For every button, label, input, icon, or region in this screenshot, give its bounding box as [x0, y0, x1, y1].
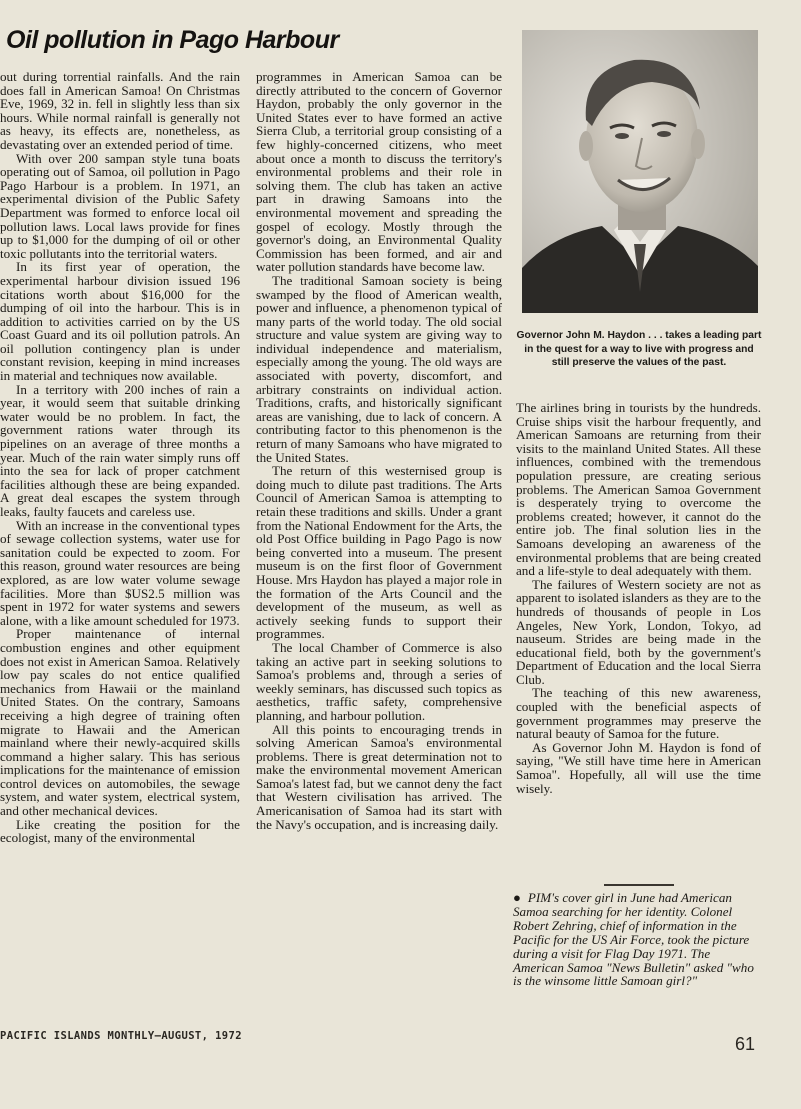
- portrait-photo-icon: [522, 30, 758, 313]
- portrait-photo: [522, 30, 758, 313]
- paragraph: The teaching of this new awareness, coupled with the beneficial aspects of government programmes may preserve the natural beauty of Samoa for the future.: [516, 685, 761, 742]
- page-number: 61: [735, 1034, 756, 1054]
- paragraph: The traditional Samoan society is being swamped by the flood of American wealth, power and influence, a phenomenon typical of many parts of the world today. The old social structure and value system are giving way to individual independence and materialism, especially among the young. The old ways are associated with poverty, discomfort, and arbitrary constraints on individual action. Traditions, crafts, and historically significant areas are vanishing, due to lack of concern. A contributing factor to this phenomenon is the return of many Samoans who have migrated to the United States.: [256, 272, 502, 465]
- paragraph: Like creating the position for the ecologist, many of the environmental: [0, 816, 240, 846]
- paragraph: With an increase in the conventional types of sewage collection systems, water use for sanitation could be expected to zoom. For this reason, ground water resources are being explored, as are low water volume sewage facilities. More than $US2.5 million was spent in 1972 for water systems and sewers alone, with a like amount scheduled for 1973.: [0, 517, 240, 628]
- paragraph: out during torrential rainfalls. And the rain does fall in American Samoa! On Christmas Eve, 1969, 32 in. fell in slightly less than six hours. While normal rainfall is generally not as heavy, its effects are, nonetheless, as devastating over an extended period of time.: [0, 69, 240, 152]
- bullet-icon: ●: [513, 890, 521, 905]
- paragraph: The failures of Western society are not as apparent to isolated islanders as they are to the hundreds of thousands of people in Los Angeles, New York, London, Tokyo, ad nauseum. Strides are being made in the educational field, both by the government's Department of Education and the local Sierra Club.: [516, 576, 761, 687]
- paragraph: The return of this westernised group is doing much to dilute past traditions. The Arts Council of American Samoa is attempting to retain these traditions and skills. Under a grant from the National Endowment for the Arts, the old Post Office building in Pago Pago is now being converted into a museum. The present museum is on the first floor of Government House. Mrs Haydon has played a major role in the formation of the Arts Council and the development of the museum, as well as actively seeking funds to support their programmes.: [256, 463, 502, 642]
- paragraph: The airlines bring in tourists by the hundreds. Cruise ships visit the harbour frequently, and American Samoans are returning from their visits to the mainland United States. All these influences, combined with the tremendous population pressure, are creating serious problems. The American Samoa Government is desperately trying to overcome the problems created; however, it cannot do the entire job. The final solution lies in the Samoans developing an awareness of the environmental problems that are being created and a life-style to deal adequately with them.: [516, 400, 761, 579]
- article-column-3: [516, 401, 761, 795]
- publication-footer: PACIFIC ISLANDS MONTHLY—AUGUST, 1972: [0, 1030, 242, 1042]
- paragraph: All this points to encouraging trends in solving American Samoa's environmental problems. There is great determination not to make the environmental movement American Samoa's latest fad, but we cannot deny the fact that Western civilisation has arrived. The Americanisation of Samoa had its start with the Navy's occupation, and is increasing daily.: [256, 721, 502, 832]
- cover-note: [513, 891, 761, 988]
- paragraph: programmes in American Samoa can be directly attributed to the concern of Governor Haydon, probably the only governor in the United States ever to have formed an active Sierra Club, a territorial group consisting of a few highly-concerned citizens, who meet about once a month to discuss the territory's environmental problems and their role in solving them. The club has taken an active part in drawing Samoans into the environmental movement and spreading the gospel of ecology. Mostly through the governor's doing, an Environmental Quality Commission has been formed, and air and water pollution standards have become law.: [256, 69, 502, 275]
- paragraph: As Governor John M. Haydon is fond of saying, "We still have time here in American Samoa". Hopefully, all will use the time wisely.: [516, 739, 761, 796]
- article-headline: Oil pollution in Pago Harbour: [6, 26, 339, 54]
- paragraph: Proper maintenance of internal combustion engines and other equipment does not exist in American Samoa. Relatively low pay scales do not entice qualified mechanics from Hawaii or the mainland United States. On the contrary, Samoans receiving a high degree of training often migrate to Hawaii and the American mainland where their newly-acquired skills command a higher salary. This has serious implications for the maintenance of emission control devices on automobiles, the sewage system, and water system, electrical system, and other mechanical devices.: [0, 626, 240, 819]
- cover-note-text: PIM's cover girl in June had American Samoa searching for her identity. Colonel Robert Zehring, chief of information in the Pacific for the US Air Force, took the picture during a visit for Flag Day 1971. The American Samoa "News Bulletin" asked "who is the winsome little Samoan girl?": [513, 890, 754, 989]
- photo-caption: Governor John M. Haydon . . . takes a leading part in the quest for a way to live with progress and still preserve the values of the past.: [516, 330, 762, 369]
- paragraph: The local Chamber of Commerce is also taking an active part in seeking solutions to Samoa's problems and, through a series of weekly seminars, has discussed such topics as aesthetics, traffic safety, comprehensive planning, and harbour pollution.: [256, 639, 502, 723]
- paragraph: In its first year of operation, the experimental harbour division issued 196 citations worth about $16,000 for the dumping of oil into the harbour. This is in addition to activities carried on by the US Coast Guard and its oil pollution patrols. An oil pollution contingency plan is under constant revision, keeping in mind increases in material and techniques now available.: [0, 259, 240, 384]
- paragraph: With over 200 sampan style tuna boats operating out of Samoa, oil pollution in Pago Pago Harbour is a problem. In 1971, an experimental division of the Public Safety Department was formed to enforce local oil pollution laws. Local laws provide for fines up to $1,000 for the dumping of oil or other toxic pollutants into the territorial waters.: [0, 150, 240, 261]
- section-divider: [604, 884, 674, 886]
- article-column-2: [256, 70, 502, 831]
- article-column-1: [0, 70, 240, 845]
- paragraph: In a territory with 200 inches of rain a year, it would seem that suitable drinking water would be no problem. In fact, the government rations water through its pipelines on an average of three months a year. Much of the rain water simply runs off into the sea for lack of proper catchment facilities although these are being expanded. A great deal escapes the system through leaks, faulty faucets and careless use.: [0, 381, 240, 519]
